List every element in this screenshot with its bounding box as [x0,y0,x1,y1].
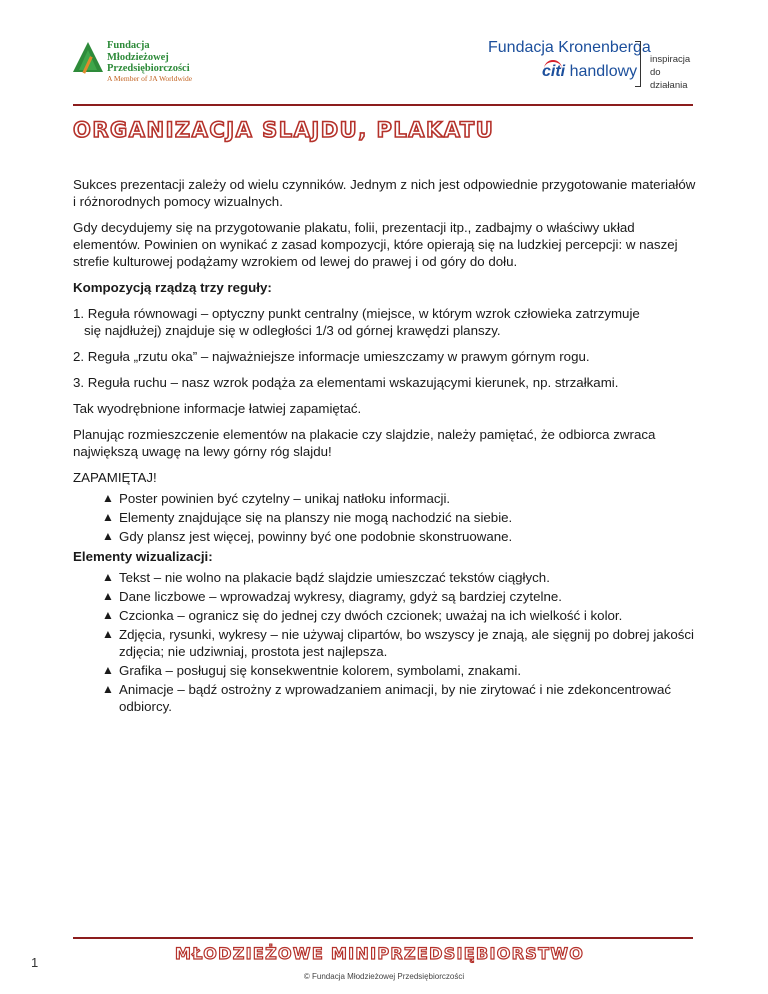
footer-copyright: © Fundacja Młodzieżowej Przedsiębiorczości [303,972,465,981]
fmp-tagline: A Member of JA Worldwide [107,74,193,83]
triangle-bullet-icon: ▲ [102,608,114,622]
rule-item-3: 3. Reguła ruchu – nasz wzrok podąża za elementami wskazującymi kierunek, np. strzałkami. [73,375,619,390]
note-paragraph-1: Tak wyodrębnione informacje łatwiej zapamiętać. [73,401,362,416]
page-number: 1 [31,955,39,970]
triangle-bullet-icon: ▲ [102,663,114,677]
remember-heading: ZAPAMIĘTAJ! [73,470,157,485]
triangle-bullet-icon: ▲ [102,491,114,505]
list-item: ▲ Zdjęcia, rysunki, wykresy – nie używaj clipartów, bo wszyscy je znają, ale sięgnij po dobrej jakości zdjęcia; nie udziwniaj, prostota jest najlepsza. [102,627,694,659]
fmp-name: Fundacja Młodzieżowej Przedsiębiorczości [107,40,190,74]
triangle-bullet-icon: ▲ [102,682,114,696]
list-item: ▲ Elementy znajdujące się na planszy nie mogą nachodzić na siebie. [102,510,513,525]
list-item: ▲ Czcionka – ogranicz się do jednej czy dwóch czcionek; uważaj na ich wielkość i kolor. [102,608,623,623]
bracket-icon [635,41,641,87]
list-item: ▲ Dane liczbowe – wprowadzaj wykresy, diagramy, gdyż są bardziej czytelne. [102,589,562,604]
rules-heading: Kompozycją rządzą trzy reguły: [73,280,272,295]
list-item: ▲ Tekst – nie wolno na plakacie bądź slajdzie umieszczać tekstów ciągłych. [102,570,550,585]
kronenberg-slogan: inspiracja do działania [650,54,691,91]
list-item: ▲ Poster powinien być czytelny – unikaj natłoku informacji. [102,491,451,506]
triangle-bullet-icon: ▲ [102,510,114,524]
list-item: ▲ Animacje – bądź ostrożny z wprowadzaniem animacji, by nie zirytować i nie zdekoncentrować odbiorcy. [102,682,672,714]
kronenberg-logo [488,39,698,89]
bottom-divider [73,937,693,939]
elements-heading: Elementy wizualizacji: [73,549,213,564]
citi-wordmark: citi [542,63,566,80]
intro-paragraph-1: Sukces prezentacji zależy od wielu czynników. Jednym z nich jest odpowiednie przygotowanie materiałów i różnorodnych pomocy wizualnych. [73,177,696,209]
main-content [73,176,698,718]
note-paragraph-2: Planując rozmieszczenie elementów na plakacie czy slajdzie, należy pamiętać, że odbiorca zwraca największą uwagę na lewy górny róg slajdu! [73,427,656,459]
citi-handlowy [542,63,637,81]
footer-title: MŁODZIEŻOWE MINIPRZEDSIĘBIORSTWO [175,944,585,963]
triangle-bullet-icon: ▲ [102,570,114,584]
triangle-bullet-icon: ▲ [102,627,114,641]
intro-paragraph-2: Gdy decydujemy się na przygotowanie plakatu, folii, prezentacji itp., zadbajmy o właściwy układ elementów. Powinien on wynikać z zasad kompozycji, które opierają się na ludzkiej percepcji: w naszej strefie kulturowej podążamy wzrokiem od lewej do prawej i od góry do dołu. [73,220,678,269]
rule-item-1: 1. Reguła równowagi – optyczny punkt centralny (miejsce, w którym wzrok człowieka zatrzymuje się najdłużej) znajduje się w odległości 1/3 od górnej krawędzi planszy. [73,306,640,338]
elements-list [73,569,698,715]
rule-item-2: 2. Reguła „rzutu oka” – najważniejsze informacje umieszczamy w prawym górnym rogu. [73,349,590,364]
fmp-tree-icon [73,42,103,76]
list-item: ▲ Gdy plansz jest więcej, powinny być one podobnie skonstruowane. [102,529,513,544]
kronenberg-name: Fundacja Kronenberga [488,39,651,56]
triangle-bullet-icon: ▲ [102,589,114,603]
triangle-bullet-icon: ▲ [102,529,114,543]
handlowy-wordmark: handlowy [569,63,638,80]
list-item: ▲ Grafika – posługuj się konsekwentnie kolorem, symbolami, znakami. [102,663,522,678]
remember-list [73,490,698,545]
top-divider [73,104,693,106]
fmp-logo [73,40,213,82]
page-title: ORGANIZACJA SLAJDU, PLAKATU [73,118,495,142]
